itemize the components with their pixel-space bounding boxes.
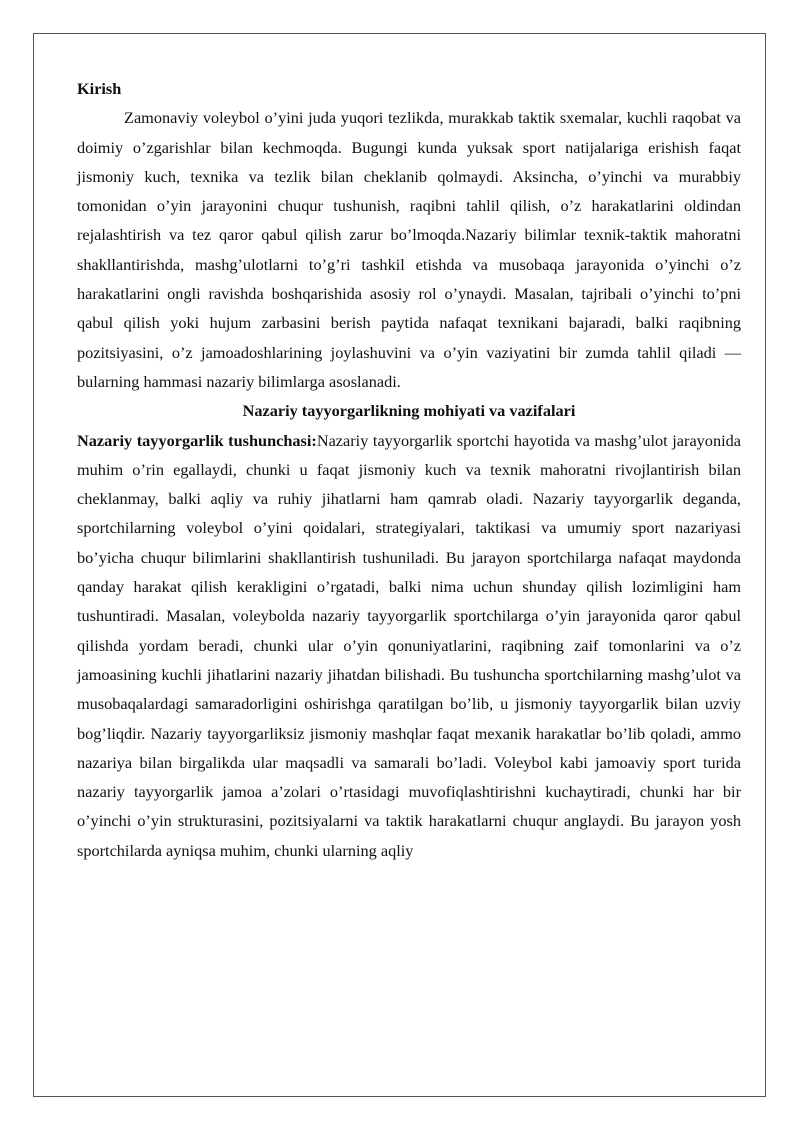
section-lead-term: Nazariy tayyorgarlik tushunchasi:	[77, 430, 317, 450]
document-body	[77, 74, 741, 865]
intro-paragraph: Zamonaviy voleybol o’yini juda yuqori tezlikda, murakkab taktik sxemalar, kuchli raqobat va doimiy o’zgarishlar bilan kechmoqda. Bugungi kunda yuksak sport natijalariga erishish faqat jismoniy kuch, texnika va tezlik bilan cheklanib qolmaydi. Aksincha, o’yinchi va murabbiy tomonidan o’yin jarayonini chuqur tushunish, raqibni tahlil qilish, o’z harakatlarini oldindan rejalashtirish va tez qaror qabul qilish zarur bo’lmoqda.Nazariy bilimlar texnik-taktik mahoratni shakllantirishda, mashg’ulotlarni to’g’ri tashkil etishda va musobaqa jarayonida o’yinchi o’z harakatlarini ongli ravishda boshqarishida asosiy rol o’ynaydi. Masalan, tajribali o’yinchi to’pni qabul qilish yoki hujum zarbasini berish paytida nafaqat texnikani bajaradi, balki raqibning pozitsiyasini, o’z jamoadoshlarining joylashuvini va o’yin vaziyatini bir zumda tahlil qiladi — bularning hammasi nazariy bilimlarga asoslanadi.	[77, 108, 741, 391]
section-title: Nazariy tayyorgarlikning mohiyati va vazifalari	[242, 401, 576, 421]
section-paragraph-text: Nazariy tayyorgarlik sportchi hayotida va mashg’ulot jarayonida muhim o’rin egallaydi, chunki u faqat jismoniy kuch va texnik mahoratni rivojlantirish bilan cheklanmay, balki aqliy va ruhiy jihatlarni ham qamrab oladi. Nazariy tayyorgarlik deganda, sportchilarning voleybol o’yini qoidalari, strategiyalari, taktikasi va umumiy sport nazariyasi bo’yicha chuqur bilimlarini shakllantirish tushuniladi. Bu jarayon sportchilarga nafaqat maydonda qanday harakat qilish kerakligini o’rgatadi, balki nima uchun shunday qilish lozimligini ham tushuntiradi. Masalan, voleybolda nazariy tayyorgarlik sportchilarga o’yin jarayonida qaror qabul qilishda yordam beradi, chunki ular o’yin qonuniyatlarini, raqibning zaif tomonlarini va o’z jamoasining kuchli jihatlarini nazariy jihatdan bilishadi. Bu tushuncha sportchilarning mashg’ulot va musobaqalardagi samaradorligini oshirishga qaratilgan bo’lib, u jismoniy tayyorgarlik bilan uzviy bog’liqdir. Nazariy tayyorgarliksiz jismoniy mashqlar faqat mexanik harakatlar bo’lib qoladi, ammo nazariya bilan birgalikda ular maqsadli va samarali bo’ladi. Voleybol kabi jamoaviy sport turida nazariy tayyorgarlik jamoa a’zolari o’rtasidagi muvofiqlashtirishni kuchaytiradi, chunki har bir o’yinchi o’yin strukturasini, pozitsiyalarni va taktik harakatlarni chuqur anglaydi. Bu jarayon yosh sportchilarda ayniqsa muhim, chunki ularning aqliy	[77, 430, 741, 860]
section-paragraph	[77, 426, 741, 865]
document-heading: Kirish	[77, 79, 122, 98]
